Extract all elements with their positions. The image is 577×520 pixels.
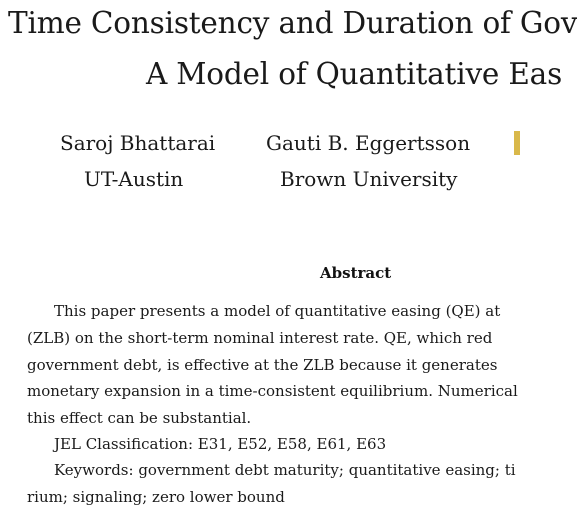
author-3-name-fragment <box>514 131 520 155</box>
paper-title-line-1: Time Consistency and Duration of Gov <box>8 6 577 40</box>
author-2-affiliation: Brown University <box>280 167 458 191</box>
author-2-name: Gauti B. Eggertsson <box>266 131 471 155</box>
abstract-line: (ZLB) on the short-term nominal interest rate. QE, which red <box>27 329 493 347</box>
author-1-name: Saroj Bhattarai <box>60 131 216 155</box>
paper-title-line-2: A Model of Quantitative Eas <box>146 57 563 91</box>
abstract-line: monetary expansion in a time-consistent equilibrium. Numerical <box>27 382 518 400</box>
keywords-line-2: rium; signaling; zero lower bound <box>27 488 285 506</box>
author-1-affiliation: UT-Austin <box>84 167 184 191</box>
abstract-heading: Abstract <box>320 264 392 282</box>
abstract-line: government debt, is effective at the ZLB because it generates <box>27 356 498 374</box>
abstract-line: this effect can be substantial. <box>27 409 252 427</box>
abstract-line: This paper presents a model of quantitative easing (QE) at <box>54 302 501 320</box>
keywords-line-1: Keywords: government debt maturity; quantitative easing; ti <box>54 461 516 479</box>
jel-classification: JEL Classification: E31, E52, E58, E61, E63 <box>54 435 387 453</box>
